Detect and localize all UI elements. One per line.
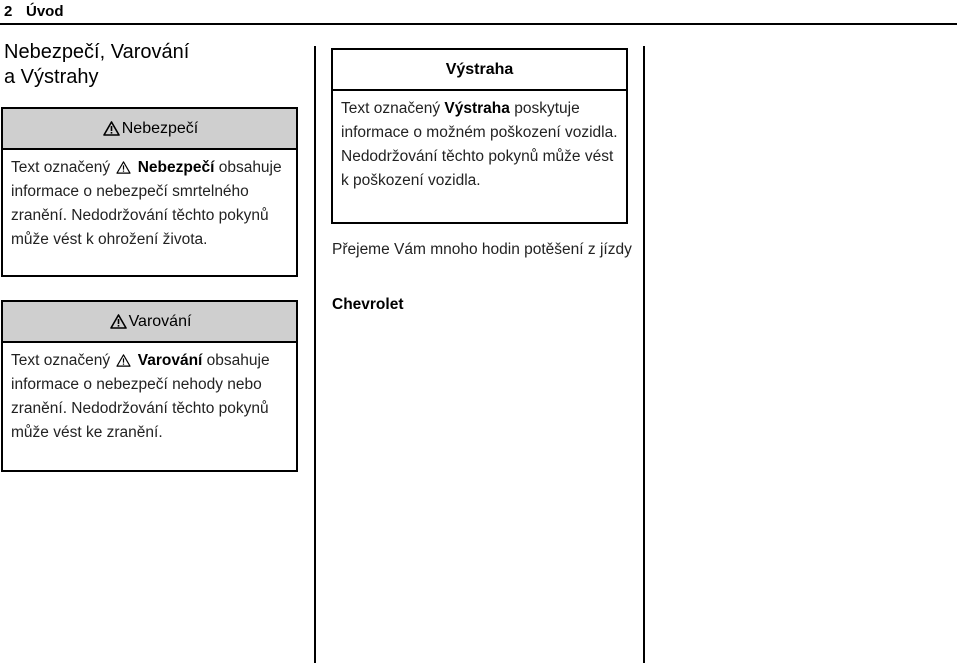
page-title-line1: Nebezpečí, Varování (4, 41, 190, 63)
danger-notice-header (3, 109, 296, 150)
caution-notice-title: Výstraha (445, 60, 514, 78)
warning-notice-body (3, 343, 296, 445)
warning-text-prefix: Text označený (11, 352, 111, 369)
page-header (0, 0, 960, 26)
caution-notice-header (333, 50, 626, 91)
signature: Chevrolet (332, 296, 404, 313)
header-rule (0, 23, 957, 25)
danger-text-prefix: Text označený (11, 159, 111, 176)
page-number: 2 (4, 3, 13, 20)
danger-notice (1, 107, 298, 277)
warning-triangle-icon (110, 314, 127, 329)
warning-text: obsahuje informace o nebezpečí nehody nebo zranění. Nedodržování těchto pokynů může vést ke zranění. (11, 352, 270, 441)
closing-wish: Přejeme Vám mnoho hodin potěšení z jízdy (332, 241, 632, 258)
warning-keyword: Varování (137, 352, 203, 369)
warning-triangle-icon (116, 354, 131, 367)
warning-notice (1, 300, 298, 472)
danger-notice-body (3, 150, 296, 252)
caution-notice (331, 48, 628, 224)
warning-notice-title: Varování (128, 312, 192, 330)
warning-triangle-icon (116, 161, 131, 174)
caution-notice-body (333, 91, 626, 193)
caution-text-prefix: Text označený (341, 100, 441, 117)
warning-notice-header (3, 302, 296, 343)
danger-notice-title: Nebezpečí (121, 119, 199, 137)
page-title-line2: a Výstrahy (4, 66, 99, 88)
caution-keyword: Výstraha (444, 100, 510, 117)
column-divider-left (314, 46, 316, 663)
page-title (4, 40, 294, 90)
danger-keyword: Nebezpečí (137, 159, 215, 176)
caution-text: poskytuje informace o možném poškození vozidla. Nedodržování těchto pokynů může vést k poškození vozidla. (341, 100, 618, 189)
danger-text: obsahuje informace o nebezpečí smrtelného zranění. Nedodržování těchto pokynů může vést k ohrožení života. (11, 159, 282, 248)
section-title: Úvod (26, 3, 64, 20)
warning-triangle-icon (103, 121, 120, 136)
column-divider-right (643, 46, 645, 663)
